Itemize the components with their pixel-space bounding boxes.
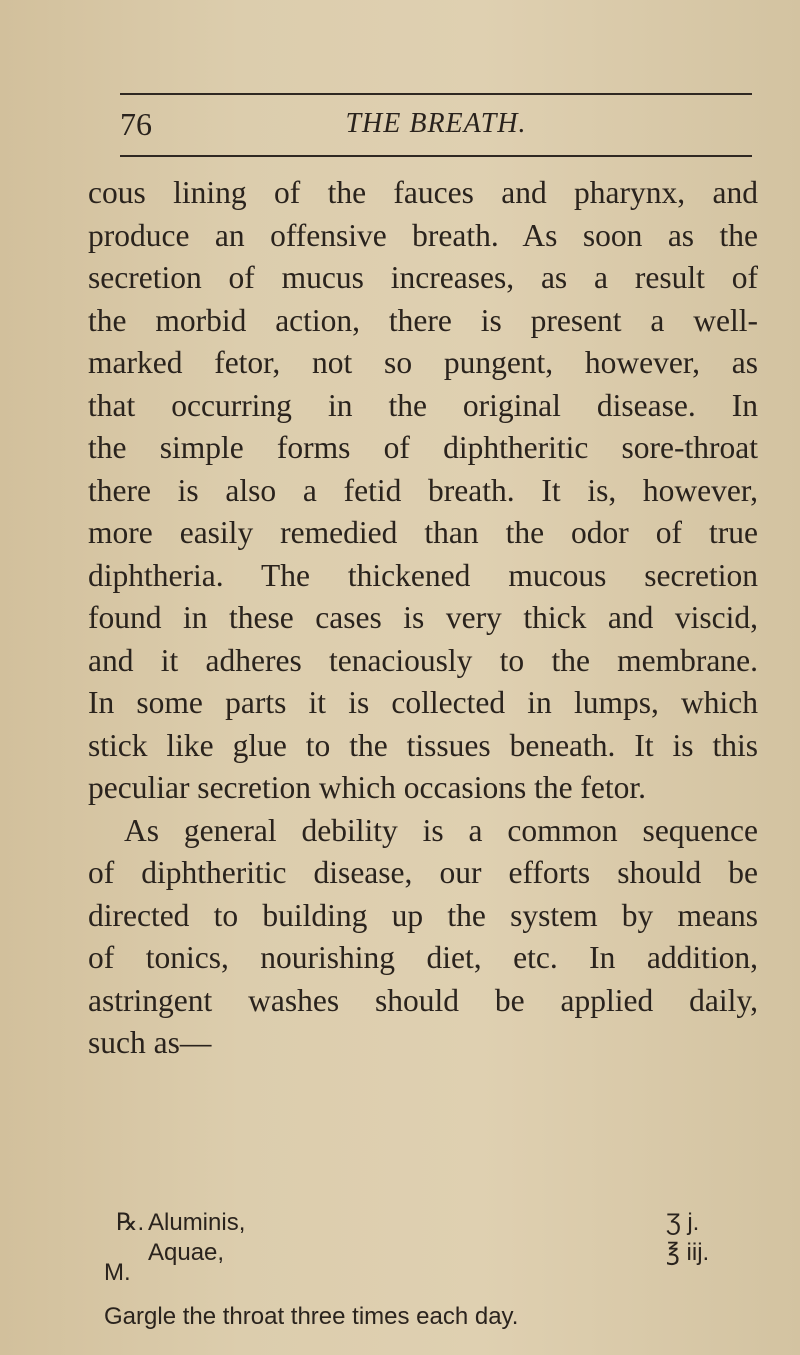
text-line: and it adheres tenaciously to the membrane. [88,642,758,678]
header-bottom-rule [120,155,752,157]
text-line: directed to building up the system by means [88,897,758,933]
text-line: of tonics, nourishing diet, etc. In addition, [88,940,758,975]
page-header [120,104,752,144]
ingredient-amount: Ʒ j. [666,1209,700,1236]
text-line: found in these cases is very thick and viscid, [88,600,758,635]
text-line: of diphtheritic disease, our efforts should be [88,855,758,890]
text-line: astringent washes should be applied daily, [88,982,758,1018]
ingredient-name: Aluminis, [148,1209,246,1236]
ingredient-name: Aquae, [148,1239,225,1266]
text-line: that occurring in the original disease. In [88,387,758,423]
prescription-direction: Gargle the throat three times each day. [104,1303,519,1330]
text-line: secretion of mucus increases, as a result of [88,260,758,295]
text-line: marked fetor, not so pungent, however, as [88,345,758,380]
text-line: cous lining of the fauces and pharynx, and [88,175,758,210]
rx-symbol: ℞. [116,1209,145,1236]
text-line: the simple forms of diphtheritic sore-throat [88,430,758,465]
header-top-rule [120,93,752,95]
text-line: In some parts it is collected in lumps, which [88,685,758,720]
mix-instruction: M. [104,1259,131,1286]
prescription-row [116,1208,716,1238]
ingredient-amount: ℥ iij. [666,1239,710,1266]
text-line: As general debility is a common sequence [124,812,758,848]
text-line: more easily remedied than the odor of true [88,515,758,550]
text-line: the morbid action, there is present a well- [88,302,758,338]
text-line: there is also a fetid breath. It is, however, [88,472,758,508]
running-head: THE BREATH. [345,108,527,139]
prescription [104,1208,716,1288]
text-line: such as— [88,1025,212,1060]
page-number: 76 [120,106,152,142]
text-line: peculiar secretion which occasions the fetor. [88,770,647,805]
text-line: stick like glue to the tissues beneath. It is this [88,727,758,763]
body-text [88,172,758,1065]
prescription-row [104,1258,716,1288]
text-line: diphtheria. The thickened mucous secretion [88,557,758,593]
text-line: produce an offensive breath. As soon as the [88,217,758,253]
